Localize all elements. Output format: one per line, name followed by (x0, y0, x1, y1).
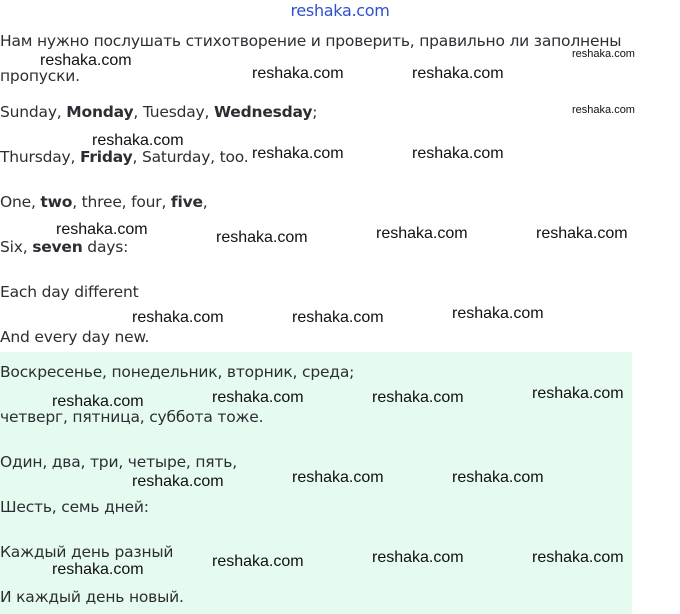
watermark: reshaka.com (292, 469, 384, 486)
watermark: reshaka.com (572, 48, 635, 60)
watermark: reshaka.com (412, 65, 504, 82)
task-text-line-1: Нам нужно послушать стихотворение и проверить, правильно ли заполнены (0, 32, 622, 50)
translation-line-6: И каждый день новый. (0, 588, 184, 606)
translation-line-5: Каждый день разный (0, 543, 174, 561)
answer-word: Monday (66, 103, 134, 121)
answer-word: Friday (79, 148, 133, 166)
watermark: reshaka.com (252, 65, 344, 82)
watermark: reshaka.com (532, 385, 624, 402)
watermark: reshaka.com (56, 221, 148, 238)
watermark: reshaka.com (372, 549, 464, 566)
watermark: reshaka.com (132, 473, 224, 490)
watermark: reshaka.com (216, 229, 308, 246)
answer-word: five (170, 193, 203, 211)
watermark: reshaka.com (412, 145, 504, 162)
site-header-link[interactable]: reshaka.com (290, 1, 390, 20)
watermark: reshaka.com (212, 553, 304, 570)
watermark: reshaka.com (372, 389, 464, 406)
watermark: reshaka.com (532, 549, 624, 566)
watermark: reshaka.com (52, 561, 144, 578)
answer-word: seven (32, 238, 83, 256)
poem-line-2: Thursday, Friday, Saturday, too. (0, 148, 249, 166)
poem-line-6: And every day new. (0, 328, 150, 346)
translation-line-3: Один, два, три, четыре, пять, (0, 453, 237, 471)
watermark: reshaka.com (132, 309, 224, 326)
watermark: reshaka.com (92, 132, 184, 149)
poem-line-5: Each day different (0, 283, 139, 301)
task-text-line-2: пропуски. (0, 67, 80, 85)
watermark: reshaka.com (292, 309, 384, 326)
poem-line-1: Sunday, Monday, Tuesday, Wednesday; (0, 103, 318, 121)
translation-line-2: четверг, пятница, суббота тоже. (0, 408, 264, 426)
watermark: reshaka.com (40, 52, 132, 69)
watermark: reshaka.com (252, 145, 344, 162)
watermark: reshaka.com (572, 104, 635, 116)
watermark: reshaka.com (376, 225, 468, 242)
watermark: reshaka.com (452, 469, 544, 486)
translation-line-1: Воскресенье, понедельник, вторник, среда; (0, 363, 355, 381)
poem-line-4: Six, seven days: (0, 238, 129, 256)
answer-word: Wednesday (213, 103, 313, 121)
watermark: reshaka.com (452, 305, 544, 322)
watermark: reshaka.com (536, 225, 628, 242)
answer-word: two (40, 193, 73, 211)
poem-line-3: One, two, three, four, five, (0, 193, 208, 211)
watermark: reshaka.com (212, 389, 304, 406)
watermark: reshaka.com (52, 393, 144, 410)
translation-line-4: Шесть, семь дней: (0, 498, 149, 516)
